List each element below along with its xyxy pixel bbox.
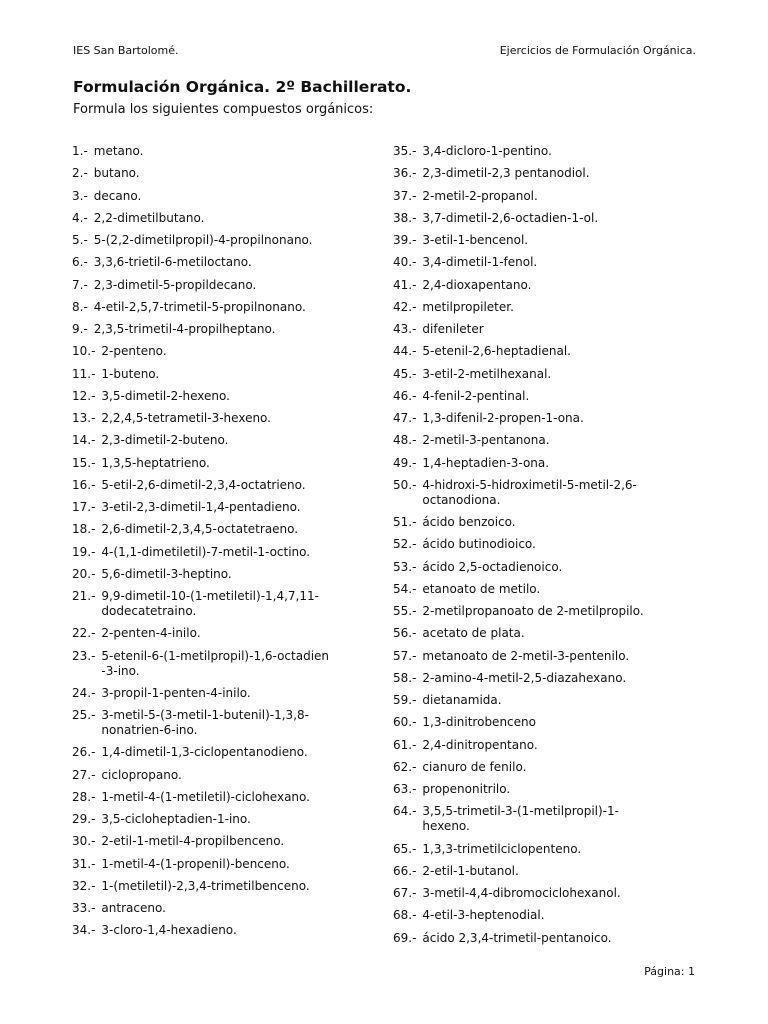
- exercise-number: 41.-: [393, 277, 417, 292]
- exercise-number: 44.-: [393, 344, 417, 359]
- compound-name: 2-amino-4-metil-2,5-diazahexano.: [422, 670, 627, 685]
- exercise-item: [393, 433, 693, 448]
- compound-name: 4-(1,1-dimetiletil)-7-metil-1-octino.: [101, 544, 311, 559]
- exercise-item: [393, 456, 693, 471]
- exercise-item: [72, 626, 372, 641]
- compound-name: 1,3,3-trimetilciclopenteno.: [422, 841, 582, 856]
- exercise-item: [72, 411, 372, 426]
- exercise-number: 48.-: [393, 433, 417, 448]
- compound-name: 2,3,5-trimetil-4-propilheptano.: [93, 322, 276, 336]
- exercise-item: [393, 211, 693, 226]
- compound-name: 3,4-dicloro-1-pentino.: [422, 144, 552, 158]
- exercise-item: [393, 411, 693, 426]
- exercise-item: [72, 500, 372, 515]
- compound-name: 3-metil-5-(3-metil-1-butenil)-1,3,8- nonatrien-6-ino.: [101, 708, 309, 737]
- exercise-item: [72, 589, 372, 619]
- exercise-item: [72, 790, 372, 805]
- compound-name: metanoato de 2-metil-3-pentenilo.: [422, 648, 630, 663]
- compound-name: 1,4-heptadien-3-ona.: [422, 455, 550, 470]
- compound-name: 3-cloro-1,4-hexadieno.: [101, 923, 237, 938]
- exercise-number: 3.-: [72, 188, 88, 203]
- exercise-number: 8.-: [72, 299, 88, 314]
- exercise-item: [72, 255, 372, 270]
- exercise-list-right: [393, 144, 693, 953]
- exercise-item: [72, 433, 372, 448]
- compound-name: 1,3-difenil-2-propen-1-ona.: [422, 411, 584, 425]
- compound-name: 2,3-dimetil-2,3 pentanodiol.: [422, 166, 590, 181]
- exercise-number: 19.-: [72, 544, 96, 559]
- exercise-item: [393, 626, 693, 641]
- compound-name: decano.: [93, 188, 142, 203]
- exercise-number: 30.-: [72, 834, 96, 849]
- exercise-item: [72, 522, 372, 537]
- exercise-number: 6.-: [72, 255, 88, 270]
- exercise-item: [72, 166, 372, 181]
- exercise-item: [72, 367, 372, 382]
- exercise-item: [72, 189, 372, 204]
- exercise-item: [393, 300, 693, 315]
- exercise-number: 35.-: [393, 144, 417, 158]
- exercise-number: 66.-: [393, 863, 417, 878]
- compound-name: antraceno.: [101, 901, 166, 915]
- compound-name: 1-metil-4-(1-metiletil)-ciclohexano.: [101, 789, 310, 804]
- exercise-number: 31.-: [72, 856, 96, 871]
- compound-name: ácido 2,5-octadienoico.: [422, 559, 563, 574]
- compound-name: difenileter: [422, 322, 484, 336]
- compound-name: 3-etil-2-metilhexanal.: [422, 366, 552, 381]
- exercise-item: [393, 389, 693, 404]
- exercise-number: 22.-: [72, 626, 96, 641]
- exercise-number: 4.-: [72, 210, 88, 225]
- exercise-number: 59.-: [393, 693, 417, 707]
- exercise-number: 65.-: [393, 841, 417, 856]
- exercise-number: 15.-: [72, 455, 96, 470]
- exercise-number: 28.-: [72, 789, 96, 804]
- header-school: IES San Bartolomé.: [73, 44, 179, 57]
- page-header: [73, 44, 696, 57]
- exercise-item: [393, 189, 693, 204]
- exercise-number: 49.-: [393, 455, 417, 470]
- compound-name: 3,5-dimetil-2-hexeno.: [101, 388, 230, 403]
- exercise-item: [72, 322, 372, 337]
- compound-name: 2-penten-4-inilo.: [101, 626, 201, 641]
- compound-name: ciclopropano.: [101, 767, 182, 782]
- exercise-item: [393, 760, 693, 775]
- exercise-item: [393, 693, 693, 708]
- exercise-item: [72, 649, 372, 679]
- exercise-number: 24.-: [72, 685, 96, 700]
- exercise-item: [72, 567, 372, 582]
- exercise-number: 7.-: [72, 277, 88, 292]
- exercise-number: 58.-: [393, 670, 417, 685]
- exercise-number: 18.-: [72, 522, 96, 537]
- exercise-item: [72, 545, 372, 560]
- compound-name: acetato de plata.: [422, 626, 525, 641]
- exercise-item: [72, 278, 372, 293]
- exercise-item: [72, 300, 372, 315]
- exercise-item: [72, 879, 372, 894]
- compound-name: metilpropileter.: [422, 299, 514, 314]
- exercise-item: [72, 768, 372, 783]
- compound-name: ácido benzoico.: [422, 515, 516, 529]
- exercise-number: 36.-: [393, 166, 417, 181]
- exercise-number: 52.-: [393, 537, 417, 552]
- exercise-item: [393, 842, 693, 857]
- exercise-item: [393, 908, 693, 923]
- exercise-number: 23.-: [72, 648, 96, 663]
- compound-name: 3,5,5-trimetil-3-(1-metilpropil)-1- hexeno.: [422, 804, 619, 834]
- exercise-number: 45.-: [393, 366, 417, 381]
- page-number: Página: 1: [644, 965, 695, 978]
- compound-name: butano.: [93, 166, 140, 181]
- exercise-item: [393, 886, 693, 901]
- compound-name: 2,2,4,5-tetrametil-3-hexeno.: [101, 411, 271, 425]
- exercise-number: 32.-: [72, 878, 96, 893]
- exercise-number: 50.-: [393, 477, 417, 492]
- exercise-number: 20.-: [72, 566, 96, 581]
- compound-name: ácido butinodioico.: [422, 537, 536, 552]
- compound-name: etanoato de metilo.: [422, 581, 541, 596]
- exercise-number: 13.-: [72, 411, 96, 425]
- compound-name: 1-buteno.: [101, 366, 160, 381]
- exercise-number: 53.-: [393, 559, 417, 574]
- compound-name: 3,3,6-trietil-6-metiloctano.: [93, 255, 252, 270]
- exercise-number: 62.-: [393, 759, 417, 774]
- compound-name: 2,6-dimetil-2,3,4,5-octatetraeno.: [101, 522, 299, 537]
- compound-name: 2,2-dimetilbutano.: [93, 210, 205, 225]
- compound-name: cianuro de fenilo.: [422, 759, 527, 774]
- exercise-item: [72, 344, 372, 359]
- compound-name: 4-fenil-2-pentinal.: [422, 388, 530, 403]
- compound-name: dietanamida.: [422, 693, 502, 707]
- compound-name: metano.: [93, 144, 144, 158]
- exercise-number: 37.-: [393, 188, 417, 203]
- exercise-item: [72, 456, 372, 471]
- exercise-number: 16.-: [72, 477, 96, 492]
- compound-name: 1-metil-4-(1-propenil)-benceno.: [101, 856, 290, 871]
- exercise-number: 60.-: [393, 715, 417, 730]
- compound-name: 3,5-cicloheptadien-1-ino.: [101, 812, 251, 826]
- compound-name: 5,6-dimetil-3-heptino.: [101, 566, 232, 581]
- exercise-number: 29.-: [72, 812, 96, 826]
- exercise-number: 63.-: [393, 782, 417, 796]
- compound-name: 2,3-dimetil-2-buteno.: [101, 433, 229, 448]
- exercise-number: 14.-: [72, 433, 96, 448]
- exercise-number: 64.-: [393, 804, 417, 819]
- exercise-item: [393, 233, 693, 248]
- exercise-number: 43.-: [393, 322, 417, 336]
- exercise-number: 57.-: [393, 648, 417, 663]
- exercise-item: [72, 812, 372, 827]
- exercise-item: [393, 649, 693, 664]
- exercise-number: 68.-: [393, 908, 417, 923]
- exercise-item: [393, 478, 693, 508]
- exercise-item: [393, 560, 693, 575]
- exercise-number: 46.-: [393, 388, 417, 403]
- exercise-list-left: [72, 144, 372, 946]
- compound-name: 2,4-dioxapentano.: [422, 277, 532, 292]
- exercise-item: [393, 367, 693, 382]
- exercise-item: [393, 166, 693, 181]
- exercise-number: 2.-: [72, 166, 88, 181]
- exercise-item: [393, 322, 693, 337]
- exercise-item: [393, 782, 693, 797]
- exercise-number: 55.-: [393, 604, 417, 618]
- compound-name: 3-propil-1-penten-4-inilo.: [101, 685, 251, 700]
- exercise-number: 40.-: [393, 255, 417, 270]
- exercise-item: [72, 389, 372, 404]
- exercise-item: [393, 278, 693, 293]
- exercise-item: [393, 671, 693, 686]
- compound-name: 9,9-dimetil-10-(1-metiletil)-1,4,7,11- dodecatetraino.: [101, 589, 319, 618]
- header-subject: Ejercicios de Formulación Orgánica.: [499, 44, 696, 57]
- compound-name: 1,4-dimetil-1,3-ciclopentanodieno.: [101, 745, 308, 760]
- exercise-item: [72, 857, 372, 872]
- compound-name: 3,7-dimetil-2,6-octadien-1-ol.: [422, 210, 599, 225]
- exercise-item: [393, 344, 693, 359]
- exercise-number: 67.-: [393, 886, 417, 900]
- compound-name: 4-etil-2,5,7-trimetil-5-propilnonano.: [93, 299, 306, 314]
- compound-name: 5-(2,2-dimetilpropil)-4-propilnonano.: [93, 233, 313, 247]
- compound-name: 5-etenil-2,6-heptadienal.: [422, 344, 571, 359]
- exercise-item: [393, 144, 693, 159]
- page-title: Formulación Orgánica. 2º Bachillerato.: [73, 78, 412, 96]
- compound-name: 2-etil-1-metil-4-propilbenceno.: [101, 834, 285, 849]
- exercise-number: 21.-: [72, 589, 96, 603]
- exercise-number: 10.-: [72, 344, 96, 359]
- compound-name: 2-metil-2-propanol.: [422, 188, 538, 203]
- exercise-number: 25.-: [72, 708, 96, 722]
- exercise-number: 42.-: [393, 299, 417, 314]
- exercise-number: 69.-: [393, 930, 417, 945]
- exercise-number: 56.-: [393, 626, 417, 641]
- exercise-number: 61.-: [393, 737, 417, 752]
- exercise-item: [393, 864, 693, 879]
- exercise-item: [72, 834, 372, 849]
- compound-name: 3,4-dimetil-1-fenol.: [422, 255, 538, 270]
- exercise-number: 9.-: [72, 322, 88, 336]
- exercise-number: 27.-: [72, 767, 96, 782]
- exercise-number: 38.-: [393, 210, 417, 225]
- exercise-number: 54.-: [393, 581, 417, 596]
- exercise-item: [72, 923, 372, 938]
- instructions: Formula los siguientes compuestos orgánicos:: [73, 102, 374, 117]
- exercise-item: [393, 515, 693, 530]
- exercise-item: [72, 144, 372, 159]
- exercise-item: [393, 804, 693, 834]
- compound-name: 2-penteno.: [101, 344, 167, 359]
- compound-name: 1,3,5-heptatrieno.: [101, 455, 210, 470]
- exercise-item: [72, 686, 372, 701]
- compound-name: 3-metil-4,4-dibromociclohexanol.: [422, 886, 621, 900]
- compound-name: 1-(metiletil)-2,3,4-trimetilbenceno.: [101, 878, 310, 893]
- exercise-number: 34.-: [72, 923, 96, 938]
- exercise-item: [72, 901, 372, 916]
- compound-name: 3-etil-1-bencenol.: [422, 233, 529, 247]
- compound-name: 4-etil-3-heptenodial.: [422, 908, 545, 923]
- exercise-number: 17.-: [72, 500, 96, 514]
- compound-name: ácido 2,3,4-trimetil-pentanoico.: [422, 930, 612, 945]
- compound-name: 2,3-dimetil-5-propildecano.: [93, 277, 257, 292]
- exercise-number: 11.-: [72, 366, 96, 381]
- exercise-number: 1.-: [72, 144, 88, 158]
- exercise-number: 26.-: [72, 745, 96, 760]
- exercise-number: 47.-: [393, 411, 417, 425]
- exercise-number: 39.-: [393, 233, 417, 247]
- compound-name: 4-hidroxi-5-hidroximetil-5-metil-2,6- octanodiona.: [422, 477, 637, 507]
- exercise-item: [393, 537, 693, 552]
- compound-name: 5-etil-2,6-dimetil-2,3,4-octatrieno.: [101, 477, 306, 492]
- exercise-number: 51.-: [393, 515, 417, 529]
- exercise-item: [393, 255, 693, 270]
- exercise-item: [393, 738, 693, 753]
- compound-name: 3-etil-2,3-dimetil-1,4-pentadieno.: [101, 500, 301, 514]
- exercise-item: [393, 604, 693, 619]
- exercise-number: 33.-: [72, 901, 96, 915]
- exercise-item: [393, 715, 693, 730]
- exercise-item: [72, 708, 372, 738]
- exercise-item: [72, 745, 372, 760]
- compound-name: 2-metil-3-pentanona.: [422, 433, 550, 448]
- compound-name: 2,4-dinitropentano.: [422, 737, 538, 752]
- compound-name: 2-etil-1-butanol.: [422, 863, 519, 878]
- exercise-item: [72, 211, 372, 226]
- exercise-item: [72, 233, 372, 248]
- compound-name: 5-etenil-6-(1-metilpropil)-1,6-octadien -3-ino.: [101, 648, 330, 678]
- compound-name: 1,3-dinitrobenceno: [422, 715, 536, 730]
- exercise-number: 12.-: [72, 388, 96, 403]
- exercise-item: [393, 582, 693, 597]
- exercise-item: [393, 931, 693, 946]
- exercise-item: [72, 478, 372, 493]
- exercise-number: 5.-: [72, 233, 88, 247]
- compound-name: 2-metilpropanoato de 2-metilpropilo.: [422, 604, 644, 618]
- compound-name: propenonitrilo.: [422, 782, 511, 796]
